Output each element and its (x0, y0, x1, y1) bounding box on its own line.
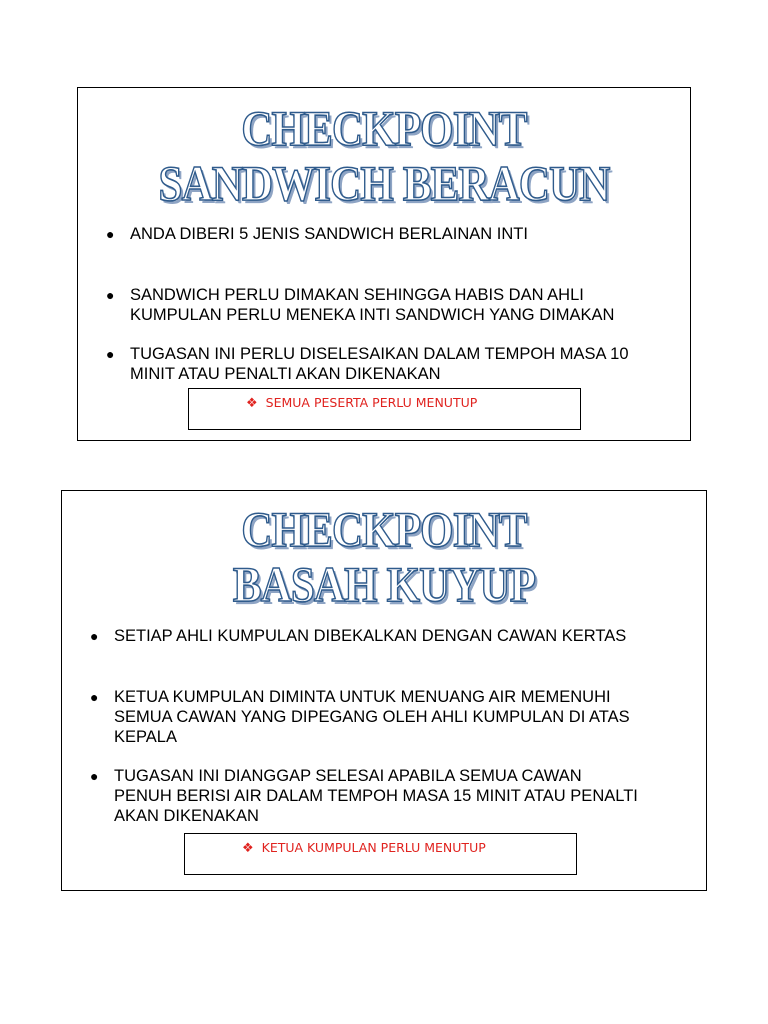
note-label: SEMUA PESERTA PERLU MENUTUP (265, 395, 478, 410)
card-title-line2: SANDWICH BERACUN (158, 155, 610, 211)
bullet-icon: ● (106, 226, 115, 242)
bullet-icon: ● (90, 628, 99, 644)
bullet-icon: ● (90, 689, 99, 705)
diamond-bullet-icon: ❖ (246, 396, 258, 411)
note-text (246, 395, 477, 411)
card-title-line1: CHECKPOINT (241, 501, 527, 557)
list-item-text: SANDWICH PERLU DIMAKAN SEHINGGA HABIS DAN AHLI KUMPULAN PERLU MENEKA INTI SANDWICH YANG DIMAKAN (130, 286, 615, 324)
bullet-icon: ● (90, 768, 99, 784)
list-item-text: TUGASAN INI DIANGGAP SELESAI APABILA SEMUA CAWAN PENUH BERISI AIR DALAM TEMPOH MASA 15 MINIT ATAU PENALTI AKAN DIKENAKAN (114, 767, 638, 825)
diamond-bullet-icon: ❖ (242, 841, 254, 856)
note-label: KETUA KUMPULAN PERLU MENUTUP (261, 840, 486, 855)
bullet-icon: ● (106, 346, 115, 362)
card-title-line1: CHECKPOINT (241, 100, 527, 156)
note-box (184, 833, 577, 875)
note-box (188, 388, 581, 430)
card-title-line2: BASAH KUYUP (232, 556, 536, 612)
list-item-text: KETUA KUMPULAN DIMINTA UNTUK MENUANG AIR MEMENUHI SEMUA CAWAN YANG DIPEGANG OLEH AHLI KUMPULAN DI ATAS KEPALA (114, 688, 630, 746)
note-text (242, 840, 486, 856)
list-item-text: TUGASAN INI PERLU DISELESAIKAN DALAM TEMPOH MASA 10 MINIT ATAU PENALTI AKAN DIKENAKAN (130, 345, 629, 383)
list-item-text: ANDA DIBERI 5 JENIS SANDWICH BERLAINAN INTI (130, 225, 528, 243)
list-item-text: SETIAP AHLI KUMPULAN DIBEKALKAN DENGAN CAWAN KERTAS (114, 627, 627, 645)
bullet-icon: ● (106, 287, 115, 303)
checkpoint-card-sandwich-beracun (77, 87, 691, 441)
checkpoint-card-basah-kuyup (61, 490, 707, 891)
